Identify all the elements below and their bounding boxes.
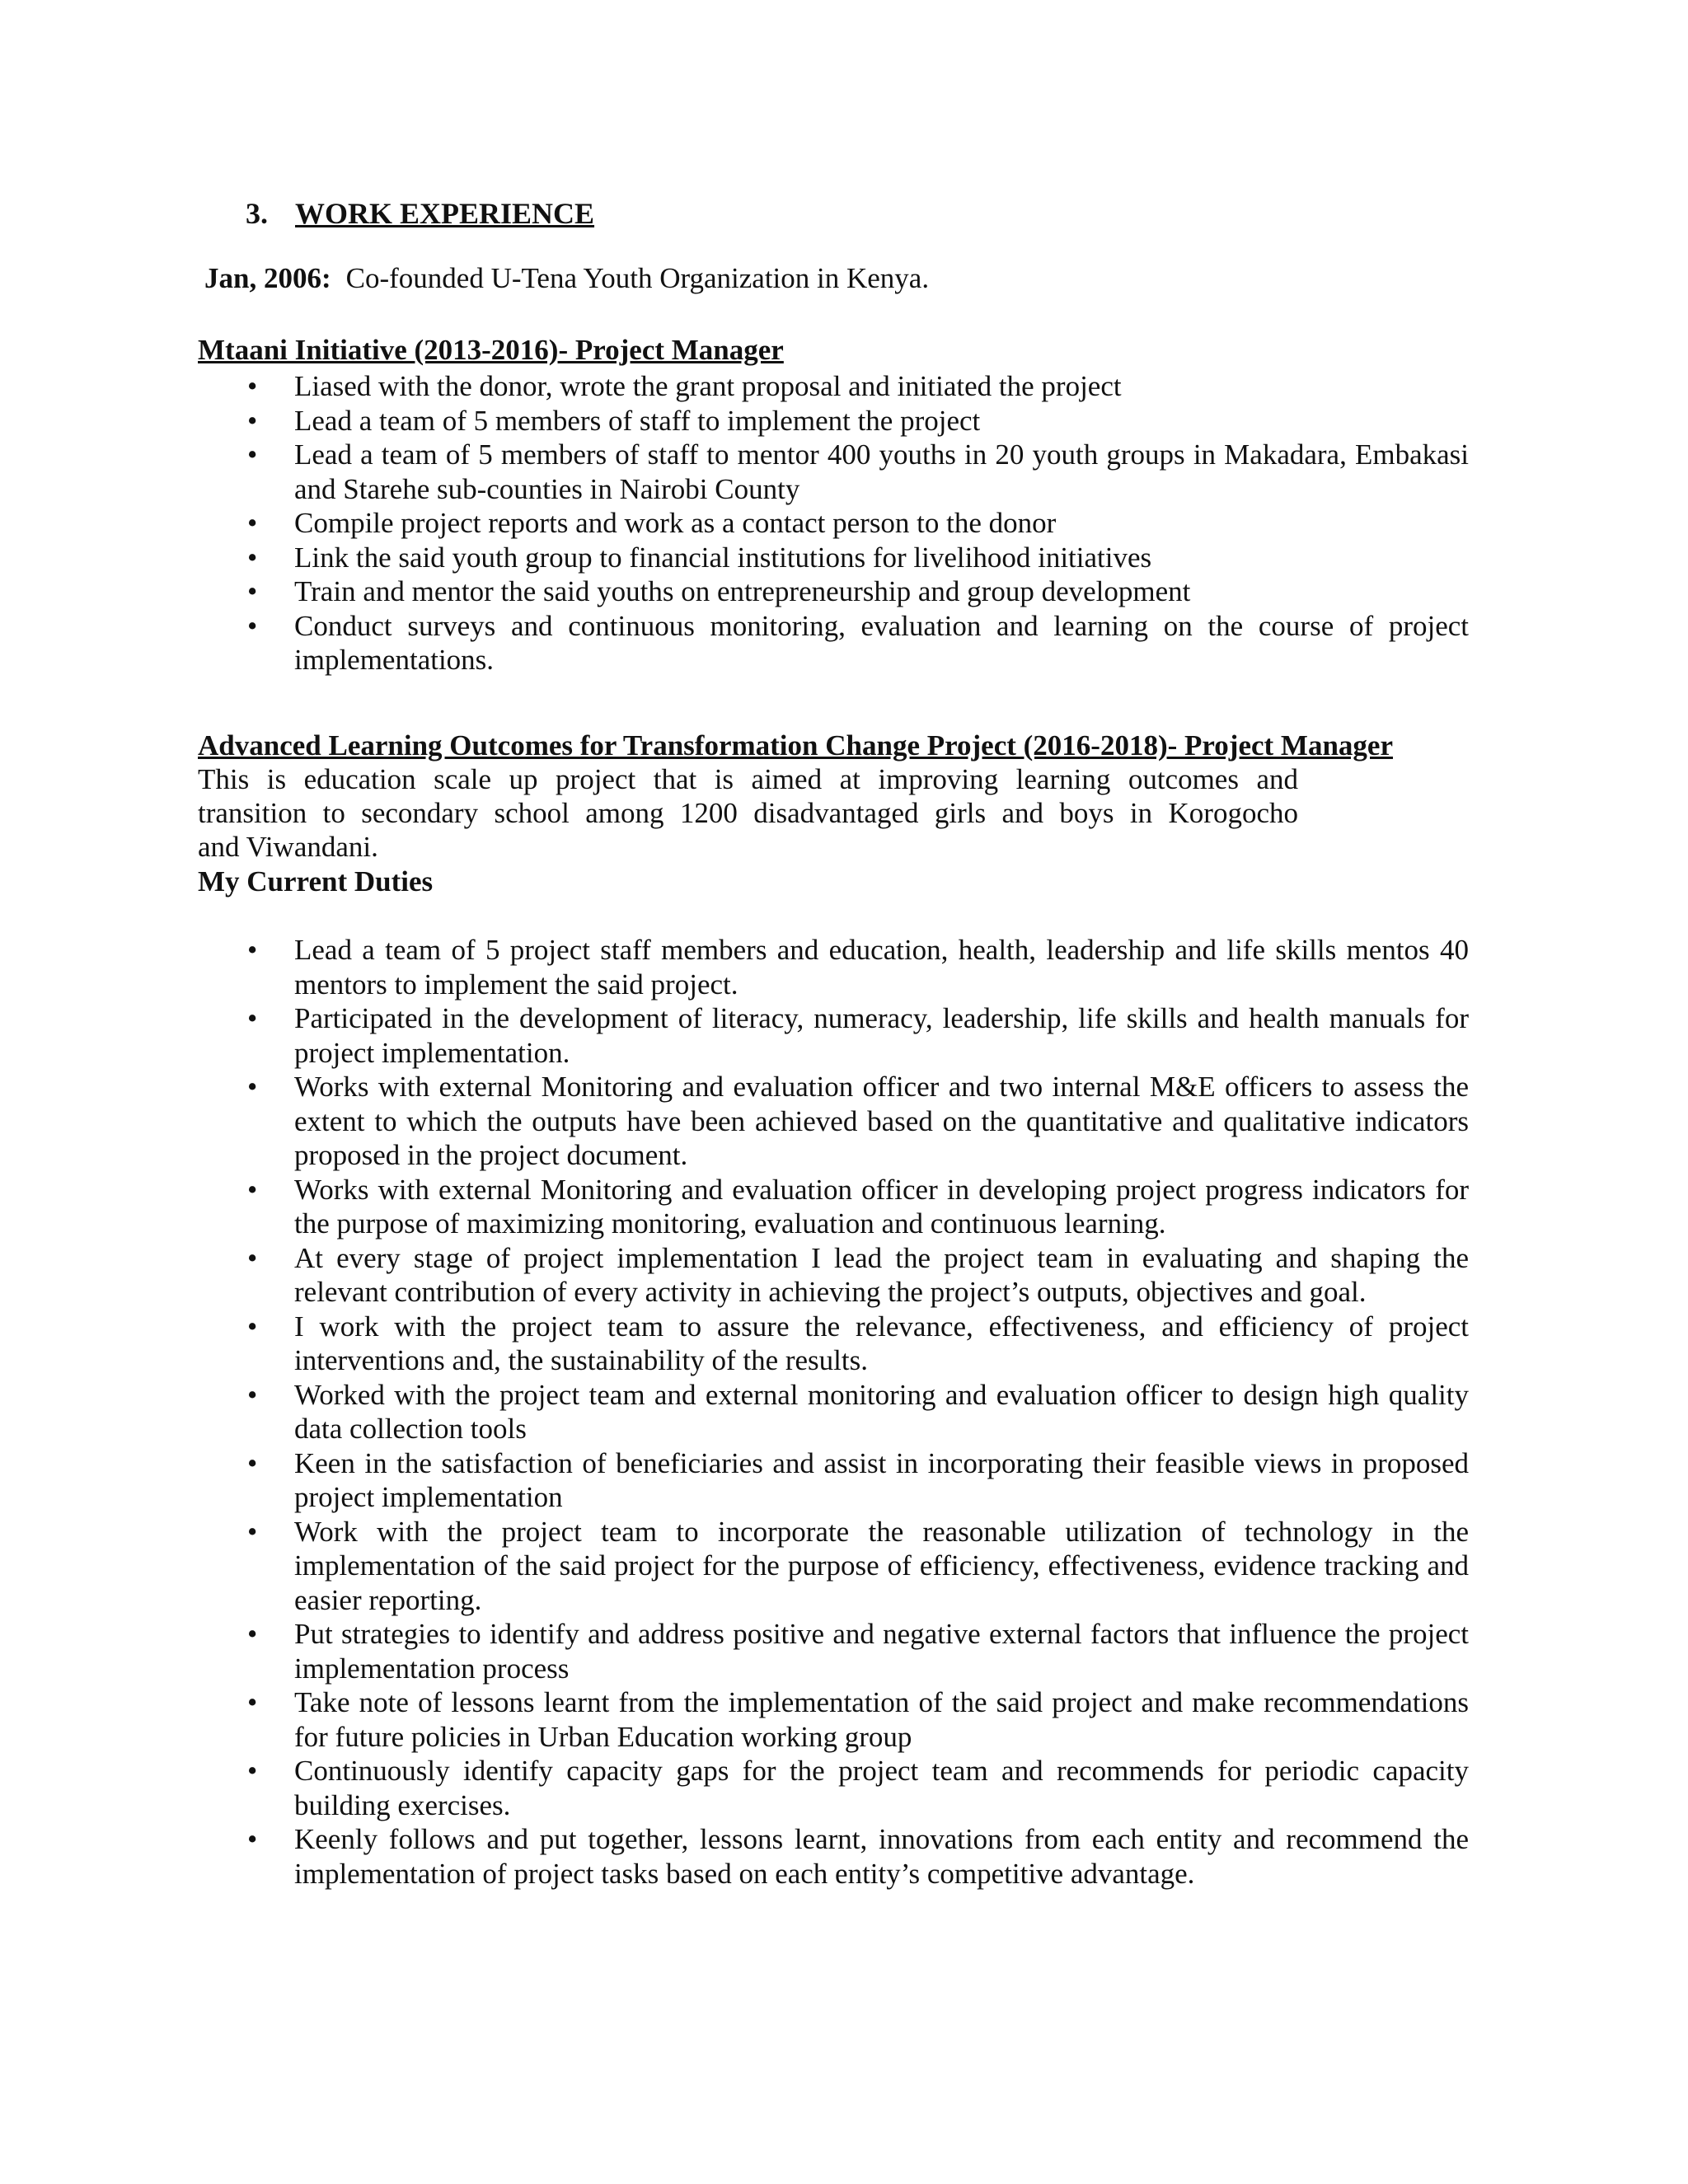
- intro-date: Jan, 2006:: [204, 262, 331, 294]
- description-line: This is education scale up project that is aimed at improving learning outcomes and: [198, 763, 1298, 795]
- list-item: [0, 1070, 1469, 1173]
- alotc-title: Advanced Learning Outcomes for Transformation Change Project (2016-2018)- Project Manager: [198, 729, 1393, 762]
- list-item: [0, 404, 1469, 438]
- list-item: [0, 506, 1469, 541]
- mtaani-bullet-list: [0, 369, 1469, 677]
- list-item: [0, 609, 1469, 677]
- list-item: [0, 1617, 1469, 1685]
- list-item-text: Compile project reports and work as a contact person to the donor: [294, 507, 1057, 539]
- list-item: [0, 1378, 1469, 1446]
- list-item-text: Keenly follows and put together, lessons learnt, innovations from each entity and recommend the implementation of project tasks based on each entity’s competitive advantage.: [294, 1823, 1469, 1890]
- mtaani-title: Mtaani Initiative (2013-2016)- Project Manager: [198, 334, 784, 366]
- list-item-text: At every stage of project implementation I lead the project team in evaluating and shaping the relevant contribution of every activity in achieving the project’s outputs, objectives and goal.: [294, 1241, 1469, 1308]
- bullet-icon: •: [247, 609, 258, 642]
- bullet-icon: •: [247, 1755, 258, 1787]
- bullet-icon: •: [247, 370, 258, 402]
- bullet-icon: •: [247, 1515, 258, 1548]
- list-item: [0, 1446, 1469, 1515]
- list-item-text: Lead a team of 5 members of staff to mentor 400 youths in 20 youth groups in Makadara, Embakasi and Starehe sub-counties in Nairobi County: [294, 438, 1469, 505]
- bullet-icon: •: [247, 404, 258, 437]
- list-item: [0, 574, 1469, 609]
- list-item-text: Worked with the project team and external monitoring and evaluation officer to design high quality data collection tools: [294, 1378, 1469, 1445]
- section-heading: [246, 196, 594, 231]
- list-item: [0, 1754, 1469, 1822]
- bullet-icon: •: [247, 507, 258, 539]
- bullet-icon: •: [247, 1310, 258, 1343]
- list-item-text: Continuously identify capacity gaps for the project team and recommends for periodic capacity building exercises.: [294, 1755, 1469, 1821]
- description-line: transition to secondary school among 1200 disadvantaged girls and boys in Korogocho: [198, 797, 1298, 829]
- list-item: [0, 438, 1469, 506]
- list-item: [0, 1173, 1469, 1241]
- list-item-text: Take note of lessons learnt from the implementation of the said project and make recommendations for future policies in Urban Education working group: [294, 1686, 1469, 1753]
- duties-heading: My Current Duties: [198, 865, 434, 898]
- bullet-icon: •: [247, 1378, 258, 1411]
- list-item: [0, 1001, 1469, 1070]
- list-item: [0, 1685, 1469, 1754]
- bullet-icon: •: [247, 1686, 258, 1718]
- list-item-text: Conduct surveys and continuous monitoring, evaluation and learning on the course of project implementations.: [294, 609, 1469, 676]
- list-item-text: Put strategies to identify and address positive and negative external factors that influence the project implementation process: [294, 1618, 1469, 1685]
- list-item: [0, 541, 1469, 575]
- bullet-icon: •: [247, 1446, 258, 1479]
- list-item-text: Link the said youth group to financial institutions for livelihood initiatives: [294, 541, 1152, 574]
- intro-text: Co-founded U-Tena Youth Organization in Kenya.: [345, 262, 930, 294]
- bullet-icon: •: [247, 934, 258, 966]
- bullet-icon: •: [247, 1618, 258, 1650]
- list-item: [0, 1310, 1469, 1378]
- bullet-icon: •: [247, 1173, 258, 1206]
- list-item-text: Liased with the donor, wrote the grant proposal and initiated the project: [294, 370, 1122, 402]
- alotc-description: [198, 762, 1298, 864]
- bullet-icon: •: [247, 575, 258, 607]
- bullet-icon: •: [247, 1071, 258, 1103]
- list-item-text: I work with the project team to assure the relevance, effectiveness, and efficiency of project interventions and, the sustainability of the results.: [294, 1310, 1469, 1376]
- list-item: [0, 1822, 1469, 1891]
- intro-line: [204, 262, 929, 295]
- list-item-text: Train and mentor the said youths on entrepreneurship and group development: [294, 575, 1191, 607]
- duties-bullet-list: [0, 933, 1469, 1891]
- list-item-text: Keen in the satisfaction of beneficiaries and assist in incorporating their feasible views in proposed project implementation: [294, 1446, 1469, 1513]
- bullet-icon: •: [247, 1002, 258, 1034]
- list-item: [0, 1241, 1469, 1310]
- list-item-text: Lead a team of 5 members of staff to implement the project: [294, 404, 981, 437]
- list-item: [0, 1515, 1469, 1618]
- section-title: WORK EXPERIENCE: [295, 197, 595, 230]
- list-item-text: Works with external Monitoring and evaluation officer in developing project progress indicators for the purpose of maximizing monitoring, evaluation and continuous learning.: [294, 1173, 1469, 1240]
- list-item-text: Works with external Monitoring and evaluation officer and two internal M&E officers to assess the extent to which the outputs have been achieved based on the quantitative and qualitative indicators proposed in the project document.: [294, 1071, 1469, 1171]
- list-item-text: Work with the project team to incorporate the reasonable utilization of technology in the implementation of the said project for the purpose of efficiency, effectiveness, evidence tracking and easier reporting.: [294, 1515, 1469, 1616]
- bullet-icon: •: [247, 438, 258, 471]
- bullet-icon: •: [247, 1823, 258, 1855]
- description-line: and Viwandani.: [198, 831, 378, 863]
- bullet-icon: •: [247, 541, 258, 574]
- list-item: [0, 933, 1469, 1001]
- list-item-text: Lead a team of 5 project staff members and education, health, leadership and life skills mentos 40 mentors to implement the said project.: [294, 934, 1469, 1001]
- bullet-icon: •: [247, 1241, 258, 1274]
- list-item: [0, 369, 1469, 404]
- section-number: 3.: [246, 197, 268, 230]
- list-item-text: Participated in the development of literacy, numeracy, leadership, life skills and health manuals for project implementation.: [294, 1002, 1469, 1069]
